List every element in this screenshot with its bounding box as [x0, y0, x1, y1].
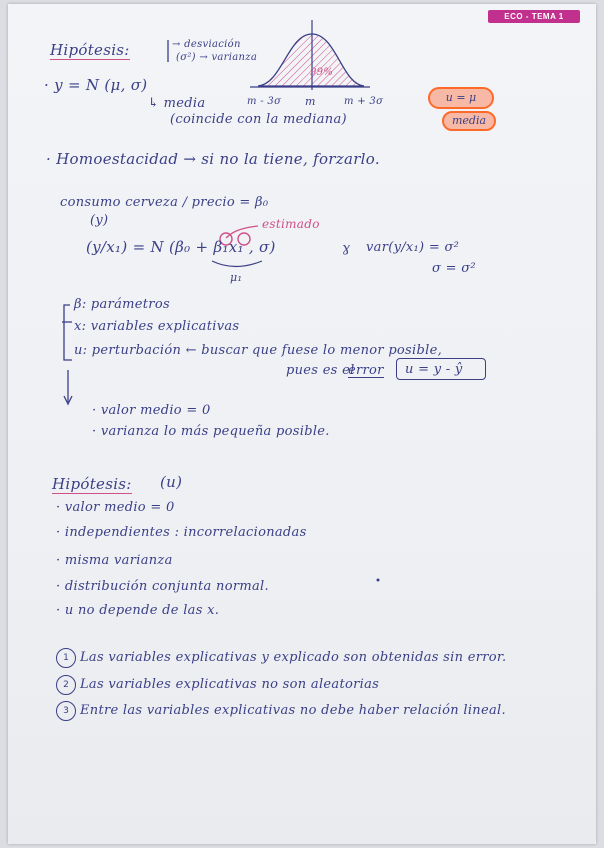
topic-tag: ECO - TEMA 1	[488, 10, 580, 23]
u-param: u: perturbación ← buscar que fuese lo menor posible,	[74, 343, 442, 358]
distribution-formula: (y/x₁) = N (β₀ + β₁x₁ , σ)	[86, 238, 276, 256]
hip2-item: · misma varianza	[56, 553, 173, 568]
m-plus-label: m + 3σ	[344, 96, 384, 107]
varianza-label: (σ²) → varianza	[176, 52, 258, 63]
hip2-item: · distribución conjunta normal.	[56, 579, 269, 594]
numbered-item: Las variables explicativas y explicado son obtenidas sin error.	[80, 650, 507, 665]
x-param: x: variables explicativas	[74, 319, 240, 334]
varianza-pequena: · varianza lo más pequeña posible.	[92, 424, 330, 439]
estimado-label: estimado	[262, 217, 320, 231]
hip2-item: · u no depende de las x.	[56, 603, 220, 618]
m-minus-label: m - 3σ	[247, 96, 282, 107]
or-sign: ɣ	[342, 241, 351, 256]
hipotesis-2-u: (u)	[160, 473, 183, 491]
media-highlight: media	[442, 111, 496, 131]
numbered-item: Las variables explicativas no son aleatorias	[80, 677, 380, 692]
homoestacidad-line: · Homoestacidad → si no la tiene, forzarlo.	[46, 150, 380, 168]
m-label: m	[305, 95, 316, 108]
error-line: pues es el	[286, 363, 355, 378]
percent-label: 99%	[310, 67, 334, 78]
mu1-label: μ₁	[230, 271, 243, 284]
numbered-item: Entre las variables explicativas no debe haber relación lineal.	[80, 703, 506, 718]
error-formula-box	[396, 358, 486, 380]
u-mu-highlight: u = μ	[428, 87, 494, 109]
consumo-line: consumo cerveza / precio = β₀	[60, 195, 269, 210]
hip2-item: · valor medio = 0	[56, 500, 175, 515]
sigma-formula: σ = σ²	[432, 261, 476, 276]
valor-medio: · valor medio = 0	[92, 403, 211, 418]
number-circle: 2	[56, 675, 76, 695]
bell-curve	[258, 34, 364, 86]
error-formula: u = y - ŷ	[405, 362, 463, 377]
y-label: (y)	[90, 213, 109, 228]
hip2-item: · independientes : incorrelacionadas	[56, 525, 307, 540]
model-formula: · y = N (μ, σ)	[44, 76, 148, 94]
coincide-label: (coincide con la mediana)	[170, 112, 347, 127]
beta-param: β: parámetros	[74, 297, 170, 312]
number-circle: 3	[56, 701, 76, 721]
media-label: ↳ media	[148, 96, 206, 111]
desviacion-label: → desviación	[172, 39, 241, 50]
number-circle: 1	[56, 648, 76, 668]
var-formula: var(y/x₁) = σ²	[366, 240, 460, 255]
hipotesis-2-title: Hipótesis:	[52, 475, 132, 493]
hipotesis-title: Hipótesis:	[50, 41, 130, 59]
error-word: error	[348, 363, 384, 378]
